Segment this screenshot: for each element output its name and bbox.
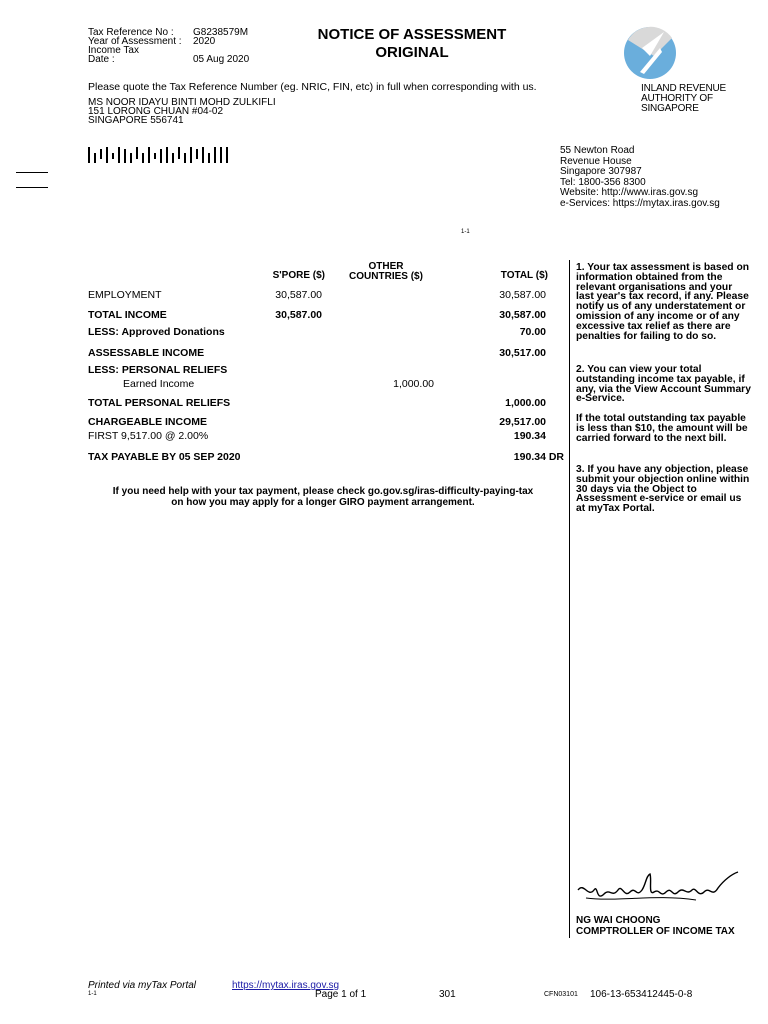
agency-line: INLAND REVENUE	[641, 83, 726, 94]
cfn-code: CFN03101	[544, 991, 578, 998]
help-text-line: If you need help with your tax payment, please check go.gov.sg/iras-difficulty-paying-tax	[112, 486, 534, 497]
fold-mark	[16, 172, 48, 173]
employment-label: EMPLOYMENT	[88, 289, 162, 301]
page-title: NOTICE OF ASSESSMENT	[317, 26, 507, 43]
note-3: 3. If you have any objection, please submit your objection online within 30 days via the Object to Assessment e-service or email us at myTax Portal.	[576, 464, 750, 515]
tax-reference-value: G8238579M	[193, 27, 249, 38]
total-income-label: TOTAL INCOME	[88, 309, 167, 321]
assessable-income-total: 30,517.00	[499, 347, 546, 359]
iras-address	[560, 146, 720, 209]
help-text-line: on how you may apply for a longer GIRO payment arrangement.	[171, 496, 475, 508]
reference-notice: Please quote the Tax Reference Number (eg. NRIC, FIN, etc) in full when corresponding with us.	[88, 81, 537, 93]
earned-income-label: Earned Income	[123, 378, 195, 390]
personal-reliefs-label: LESS: PERSONAL RELIEFS	[88, 364, 228, 376]
col-header-total: TOTAL ($)	[500, 270, 548, 281]
tax-payable-label: TAX PAYABLE BY 05 SEP 2020	[88, 451, 241, 463]
year-of-assessment-label: Year of Assessment :	[88, 36, 182, 47]
note-2b: If the total outstanding tax payable is less than $10, the amount will be carried forward to the next bill.	[576, 413, 748, 444]
earned-income-value: 1,000.00	[393, 378, 434, 390]
addressee-name: MS NOOR IDAYU BINTI MOHD ZULKIFLI	[88, 97, 276, 108]
iras-address-line: Tel: 1800-356 8300	[560, 176, 646, 188]
col-header-spore: S'PORE ($)	[272, 270, 325, 281]
donations-label: LESS: Approved Donations	[88, 326, 225, 338]
signatory-title: COMPTROLLER OF INCOME TAX	[576, 925, 735, 937]
tax-type: Income Tax	[88, 45, 139, 56]
page-subtitle: ORIGINAL	[375, 44, 449, 61]
agency-line: SINGAPORE	[641, 103, 699, 114]
year-of-assessment-value: 2020	[193, 36, 216, 47]
donations-total: 70.00	[519, 326, 546, 338]
postal-barcode	[88, 145, 233, 165]
date-label: Date :	[88, 54, 115, 65]
note-2: 2. You can view your total outstanding income tax payable, if any, via the View Account Summary e-Service.	[576, 364, 751, 405]
total-income-spore: 30,587.00	[275, 309, 322, 321]
employment-total: 30,587.00	[499, 289, 546, 301]
total-income-total: 30,587.00	[499, 309, 546, 321]
agency-name	[641, 84, 726, 114]
footer-code: 1-1	[88, 991, 97, 997]
signature-image	[576, 868, 742, 910]
note-1: 1. Your tax assessment is based on information obtained from the relevant organisations and your last year's tax record, if any. Please notify us of any understatement or omission of any income or of any excessive tax relief as there are penalties for failing to do so.	[576, 262, 750, 342]
mytax-link[interactable]: https://mytax.iras.gov.sg	[232, 980, 340, 991]
tax-payable-total: 190.34 DR	[513, 451, 564, 463]
addressee-city: SINGAPORE 556741	[88, 115, 184, 126]
fold-mark	[16, 187, 48, 188]
iras-address-line: Website: http://www.iras.gov.sg	[560, 187, 699, 198]
help-text	[88, 487, 558, 508]
addressee-block	[88, 98, 276, 125]
document-ref: 106-13-653412445-0-8	[590, 989, 693, 1000]
signatory-block	[576, 916, 735, 937]
iras-address-line: Singapore 307987	[560, 166, 642, 177]
iras-address-line: 55 Newton Road	[560, 145, 635, 156]
first-band-label: FIRST 9,517.00 @ 2.00%	[88, 430, 209, 442]
printed-via: Printed via myTax Portal	[88, 980, 197, 991]
page-code: 1-1	[461, 229, 470, 235]
total-reliefs-label: TOTAL PERSONAL RELIEFS	[88, 397, 231, 409]
agency-line: AUTHORITY OF	[641, 93, 713, 104]
employment-spore: 30,587.00	[275, 289, 322, 301]
total-reliefs-total: 1,000.00	[505, 397, 546, 409]
col-header-other	[340, 262, 432, 282]
column-divider	[569, 260, 570, 938]
tax-reference-label: Tax Reference No :	[88, 27, 174, 38]
chargeable-income-label: CHARGEABLE INCOME	[88, 416, 208, 428]
iras-address-line: e-Services: https://mytax.iras.gov.sg	[560, 197, 720, 209]
col-header-other-line: OTHER	[368, 261, 404, 272]
col-header-other-line: COUNTRIES ($)	[349, 271, 423, 282]
assessable-income-label: ASSESSABLE INCOME	[88, 347, 205, 359]
first-band-total: 190.34	[513, 430, 546, 442]
chargeable-income-total: 29,517.00	[499, 416, 546, 428]
footer-num: 301	[439, 989, 456, 1000]
signatory-name: NG WAI CHOONG	[576, 915, 661, 926]
addressee-street: 151 LORONG CHUAN #04-02	[88, 106, 224, 117]
iras-address-line: Revenue House	[560, 155, 632, 167]
date-value: 05 Aug 2020	[193, 54, 250, 65]
page-number: Page 1 of 1	[315, 989, 367, 1000]
iras-logo-icon	[620, 26, 682, 82]
